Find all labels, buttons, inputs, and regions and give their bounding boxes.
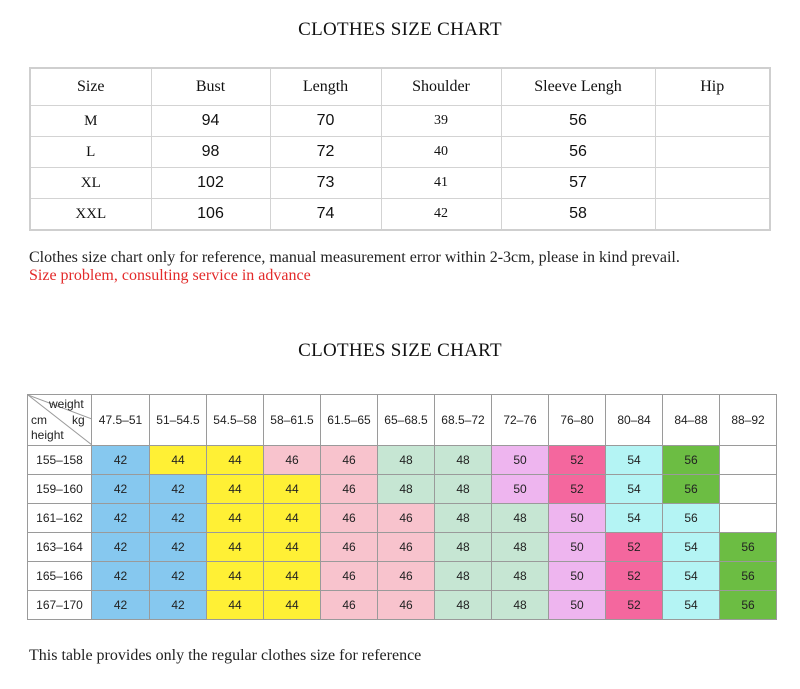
weight-range-header: 65–68.5: [378, 395, 435, 446]
size-cell: 56: [720, 562, 777, 591]
measurement-cell: 94: [151, 106, 270, 137]
measurement-cell: 73: [270, 168, 381, 199]
size-cell: 50: [549, 591, 606, 620]
measurement-cell: 56: [501, 106, 655, 137]
size-cell: 44: [207, 562, 264, 591]
size-cell: 46: [378, 591, 435, 620]
measurement-cell: [655, 106, 770, 137]
size-cell: 52: [606, 562, 663, 591]
empty-size-cell: [720, 475, 777, 504]
size-cell: 44: [264, 533, 321, 562]
size-cell: 50: [549, 504, 606, 533]
weight-range-header: 61.5–65: [321, 395, 378, 446]
size-cell: 42: [150, 475, 207, 504]
top-chart-title: CLOTHES SIZE CHART: [298, 19, 502, 40]
measurement-cell: 70: [270, 106, 381, 137]
size-label-cell: M: [30, 106, 151, 137]
size-cell: 54: [663, 562, 720, 591]
measurement-table: [29, 67, 771, 231]
size-cell: 42: [150, 504, 207, 533]
size-cell: 42: [92, 533, 150, 562]
height-range-cell: 167–170: [28, 591, 92, 620]
weight-range-header: 72–76: [492, 395, 549, 446]
size-cell: 44: [207, 475, 264, 504]
size-cell: 50: [492, 446, 549, 475]
measurement-cell: 57: [501, 168, 655, 199]
height-row: [28, 504, 777, 533]
weight-range-header: 58–61.5: [264, 395, 321, 446]
height-row: [28, 533, 777, 562]
cm-unit-label: cm: [31, 413, 47, 427]
measurement-column-header: Length: [270, 68, 381, 106]
measurement-cell: 56: [501, 137, 655, 168]
size-cell: 46: [321, 475, 378, 504]
weight-range-header: 84–88: [663, 395, 720, 446]
size-cell: 46: [321, 533, 378, 562]
measurement-cell: 106: [151, 199, 270, 231]
size-cell: 44: [264, 562, 321, 591]
weight-range-header: 54.5–58: [207, 395, 264, 446]
height-row: [28, 591, 777, 620]
size-cell: 46: [378, 533, 435, 562]
size-cell: 44: [207, 533, 264, 562]
size-cell: 48: [435, 562, 492, 591]
weight-range-header: 88–92: [720, 395, 777, 446]
size-cell: 44: [207, 446, 264, 475]
measurement-cell: 74: [270, 199, 381, 231]
measurement-cell: [655, 199, 770, 231]
height-row: [28, 475, 777, 504]
size-cell: 44: [264, 591, 321, 620]
reference-note: Clothes size chart only for reference, manual measurement error within 2-3cm, please in kind prevail.: [29, 249, 680, 266]
measurement-cell: 42: [381, 199, 501, 231]
size-cell: 52: [606, 591, 663, 620]
size-cell: 46: [321, 446, 378, 475]
bottom-chart-title: CLOTHES SIZE CHART: [298, 340, 502, 361]
measurement-row: [30, 106, 770, 137]
size-cell: 52: [606, 533, 663, 562]
height-range-cell: 163–164: [28, 533, 92, 562]
measurement-row: [30, 168, 770, 199]
size-cell: 46: [378, 504, 435, 533]
size-cell: 48: [492, 533, 549, 562]
weight-range-header: 80–84: [606, 395, 663, 446]
measurement-cell: [655, 168, 770, 199]
size-cell: 48: [435, 591, 492, 620]
height-range-cell: 165–166: [28, 562, 92, 591]
height-row: [28, 562, 777, 591]
size-cell: 42: [150, 591, 207, 620]
empty-size-cell: [720, 504, 777, 533]
size-cell: 56: [663, 475, 720, 504]
weight-range-header: 51–54.5: [150, 395, 207, 446]
size-cell: 42: [92, 504, 150, 533]
weight-range-header: 76–80: [549, 395, 606, 446]
size-cell: 42: [92, 591, 150, 620]
size-cell: 46: [321, 591, 378, 620]
size-cell: 56: [663, 504, 720, 533]
size-label-cell: XL: [30, 168, 151, 199]
size-cell: 52: [549, 446, 606, 475]
weight-range-header: 68.5–72: [435, 395, 492, 446]
size-cell: 42: [92, 475, 150, 504]
size-cell: 48: [435, 475, 492, 504]
size-cell: 44: [150, 446, 207, 475]
size-cell: 54: [606, 504, 663, 533]
size-cell: 54: [606, 446, 663, 475]
height-axis-label: height: [31, 428, 64, 442]
measurement-column-header: Bust: [151, 68, 270, 106]
size-cell: 44: [264, 475, 321, 504]
size-cell: 42: [150, 533, 207, 562]
size-cell: 48: [492, 562, 549, 591]
height-range-cell: 155–158: [28, 446, 92, 475]
measurement-row: [30, 137, 770, 168]
measurement-column-header: Size: [30, 68, 151, 106]
weight-range-header: 47.5–51: [92, 395, 150, 446]
measurement-header-row: [30, 68, 770, 106]
size-cell: 56: [663, 446, 720, 475]
size-cell: 54: [663, 591, 720, 620]
size-cell: 46: [378, 562, 435, 591]
measurement-column-header: Shoulder: [381, 68, 501, 106]
measurement-cell: [655, 137, 770, 168]
size-cell: 46: [321, 562, 378, 591]
size-cell: 46: [264, 446, 321, 475]
corner-header-cell: [28, 395, 92, 446]
size-cell: 44: [207, 591, 264, 620]
size-cell: 56: [720, 533, 777, 562]
size-cell: 56: [720, 591, 777, 620]
measurement-cell: 39: [381, 106, 501, 137]
measurement-row: [30, 199, 770, 231]
height-weight-size-table: [27, 394, 777, 620]
size-cell: 48: [435, 504, 492, 533]
measurement-cell: 102: [151, 168, 270, 199]
consulting-note: Size problem, consulting service in advance: [29, 267, 311, 284]
size-cell: 46: [321, 504, 378, 533]
measurement-cell: 58: [501, 199, 655, 231]
size-cell: 44: [207, 504, 264, 533]
measurement-column-header: Hip: [655, 68, 770, 106]
size-cell: 48: [435, 533, 492, 562]
size-cell: 50: [549, 562, 606, 591]
size-cell: 48: [492, 591, 549, 620]
measurement-cell: 41: [381, 168, 501, 199]
weight-axis-label: weight: [49, 397, 84, 411]
size-cell: 54: [606, 475, 663, 504]
height-range-cell: 159–160: [28, 475, 92, 504]
measurement-cell: 72: [270, 137, 381, 168]
weight-header-row: [28, 395, 777, 446]
size-cell: 42: [150, 562, 207, 591]
height-row: [28, 446, 777, 475]
size-cell: 52: [549, 475, 606, 504]
size-cell: 42: [92, 446, 150, 475]
regular-size-note: This table provides only the regular clothes size for reference: [29, 647, 422, 664]
size-cell: 50: [492, 475, 549, 504]
size-cell: 42: [92, 562, 150, 591]
empty-size-cell: [720, 446, 777, 475]
measurement-cell: 98: [151, 137, 270, 168]
size-label-cell: XXL: [30, 199, 151, 231]
size-cell: 48: [435, 446, 492, 475]
size-cell: 44: [264, 504, 321, 533]
height-range-cell: 161–162: [28, 504, 92, 533]
size-cell: 48: [378, 446, 435, 475]
size-cell: 48: [378, 475, 435, 504]
size-cell: 50: [549, 533, 606, 562]
measurement-cell: 40: [381, 137, 501, 168]
size-cell: 48: [492, 504, 549, 533]
size-cell: 54: [663, 533, 720, 562]
measurement-column-header: Sleeve Lengh: [501, 68, 655, 106]
kg-unit-label: kg: [72, 413, 85, 427]
size-label-cell: L: [30, 137, 151, 168]
